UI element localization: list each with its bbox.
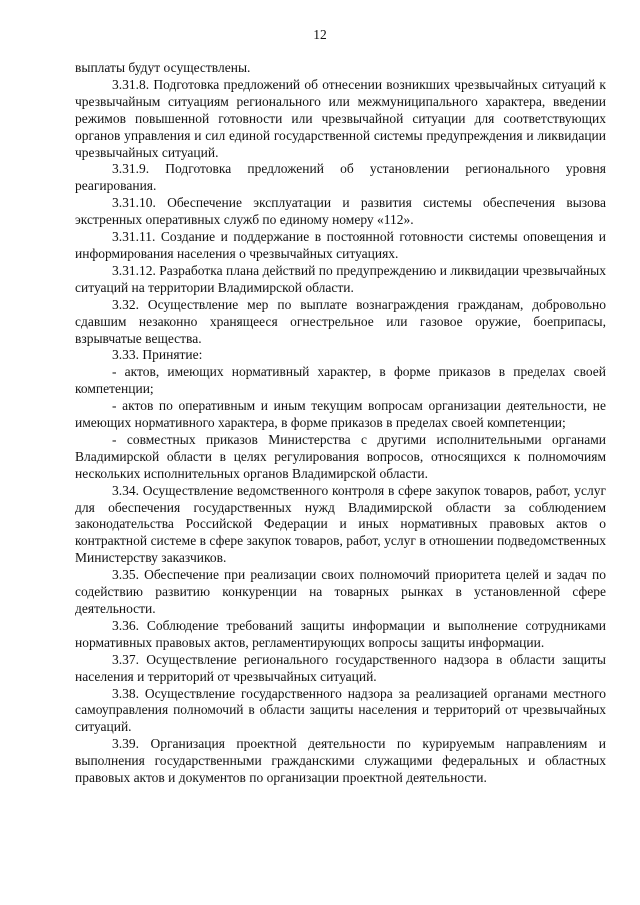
paragraph-3-31-12: 3.31.12. Разработка плана действий по предупреждению и ликвидации чрезвычайных ситуаций на территории Владимирской области. xyxy=(75,262,606,295)
paragraph-3-38: 3.38. Осуществление государственного надзора за реализацией органами местного самоуправления полномочий в области защиты населения и территорий от чрезвычайных ситуаций. xyxy=(75,685,606,735)
paragraph-3-36: 3.36. Соблюдение требований защиты информации и выполнение сотрудниками нормативных правовых актов, регламентирующих вопросы защиты информации. xyxy=(75,617,606,650)
paragraph-3-39: 3.39. Организация проектной деятельности по курируемым направлениям и выполнения государственными гражданскими служащими федеральных и областных правовых актов и документов по организации проектной деятельности. xyxy=(75,736,606,786)
list-item-joint-orders: - совместных приказов Министерства с другими исполнительными органами Владимирской области в целях регулирования вопросов, относящихся к полномочиям нескольких исполнительных органов Владимирской области. xyxy=(75,431,606,481)
list-item-operational-acts: - актов по оперативным и иным текущим вопросам организации деятельности, не имеющих нормативного характера, в форме приказов в пределах своей компетенции; xyxy=(75,398,606,431)
paragraph-3-34: 3.34. Осуществление ведомственного контроля в сфере закупок товаров, работ, услуг для обеспечения государственных нужд Владимирской области за соблюдением законодательства Российской Федерации и иных нормативных правовых актов о контрактной системе в сфере закупок товаров, работ, услуг в отношении подведомственных Министерству заказчиков. xyxy=(75,482,606,566)
paragraph-3-31-11: 3.31.11. Создание и поддержание в постоянной готовности системы оповещения и информирования населения о чрезвычайных ситуациях. xyxy=(75,229,606,261)
paragraph-3-37: 3.37. Осуществление регионального государственного надзора в области защиты населения и территорий от чрезвычайных ситуаций. xyxy=(75,651,606,684)
paragraph-3-32: 3.32. Осуществление мер по выплате вознаграждения гражданам, добровольно сдавшим незаконно хранящееся огнестрельное или газовое оружие, боеприпасы, взрывчатые вещества. xyxy=(75,296,606,346)
list-item-normative-acts: - актов, имеющих нормативный характер, в форме приказов в пределах своей компетенции; xyxy=(75,364,606,397)
paragraph-continuation: выплаты будут осуществлены. xyxy=(75,60,251,75)
paragraph-3-31-9: 3.31.9. Подготовка предложений об установлении регионального уровня реагирования. xyxy=(75,161,606,194)
paragraph-3-35: 3.35. Обеспечение при реализации своих полномочий приоритета целей и задач по содействию развитию конкуренции на товарных рынках в установленной сфере деятельности. xyxy=(75,567,606,616)
page-number: 12 xyxy=(313,27,327,42)
paragraph-3-33: 3.33. Принятие: xyxy=(112,347,203,363)
document-body xyxy=(75,60,606,787)
paragraph-3-31-8: 3.31.8. Подготовка предложений об отнесении возникших чрезвычайных ситуаций к чрезвычайным ситуациям регионального или межмуниципального характера, введении режимов повышенной готовности или чрезвычайной ситуации для соответствующих органов управления и сил единой государственной системы предупреждения и ликвидации чрезвычайных ситуаций. xyxy=(75,76,606,160)
paragraph-3-31-10: 3.31.10. Обеспечение эксплуатации и развития системы обеспечения вызова экстренных оперативных служб по единому номеру «112». xyxy=(75,195,606,228)
